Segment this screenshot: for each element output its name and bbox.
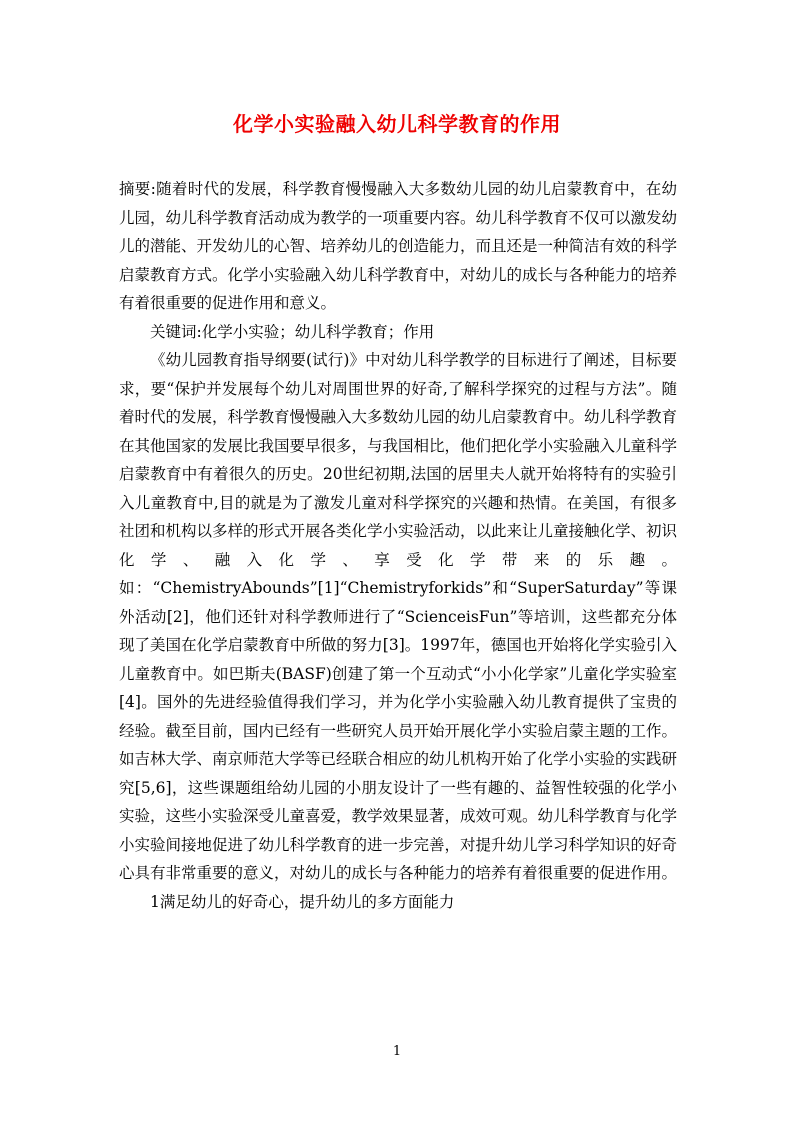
page-number: 1	[392, 1044, 402, 1059]
keywords-paragraph: 关键词:化学小实验；幼儿科学教育；作用	[150, 322, 435, 341]
body-paragraph: 《幼儿园教育指导纲要(试行)》中对幼儿科学教学的目标进行了阐述，目标要求，要“保护并发展每个幼儿对周围世界的好奇,了解科学探究的过程与方法”。随着时代的发展，科学教育慢慢融入大多数幼儿园的幼儿启蒙教育中。幼儿科学教育在其他国家的发展比我国要早很多，与我国相比，他们把化学小实验融入儿童科学启蒙教育中有着很久的历史。20世纪初期,法国的居里夫人就开始将特有的实验引入儿童教育中,目的就是为了激发儿童对科学探究的兴趣和热情。在美国，有很多社团和机构以多样的形式开展各类化学小实验活动，以此来让儿童接触化学、初识化学、融入化学、享受化学带来的乐趣。如：“ChemistryAbounds”[1]“Chemistryforkids”和“SuperSaturday”等课外活动[2]，他们还针对科学教师进行了“ScienceisFun”等培训，这些都充分体现了美国在化学启蒙教育中所做的努力[3]。1997年，德国也开始将化学实验引入儿童教育中。如巴斯夫(BASF)创建了第一个互动式“小小化学家”儿童化学实验室[4]。国外的先进经验值得我们学习，并为化学小实验融入幼儿教育提供了宝贵的经验。截至目前，国内已经有一些研究人员开始开展化学小实验启蒙主题的工作。如吉林大学、南京师范大学等已经联合相应的幼儿机构开始了化学小实验的实践研究[5,6]，这些课题组给幼儿园的小朋友设计了一些有趣的、益智性较强的化学小实验，这些小实验深受儿童喜爱，教学效果显著，成效可观。幼儿科学教育与化学小实验间接地促进了幼儿科学教育的进一步完善，对提升幼儿学习科学知识的好奇心具有非常重要的意义，对幼儿的成长与各种能力的培养有着很重要的促进作用。	[119, 351, 678, 882]
section-heading: 1满足幼儿的好奇心，提升幼儿的多方面能力	[150, 892, 455, 911]
abstract-paragraph: 摘要:随着时代的发展，科学教育慢慢融入大多数幼儿园的幼儿启蒙教育中，在幼儿园，幼儿科学教育活动成为教学的一项重要内容。幼儿科学教育不仅可以激发幼儿的潜能、开发幼儿的心智、培养幼儿的创造能力，而且还是一种简洁有效的科学启蒙教育方式。化学小实验融入幼儿科学教育中，对幼儿的成长与各种能力的培养有着很重要的促进作用和意义。	[119, 180, 678, 312]
document-body	[119, 175, 677, 916]
document-title: 化学小实验融入幼儿科学教育的作用	[233, 112, 561, 136]
